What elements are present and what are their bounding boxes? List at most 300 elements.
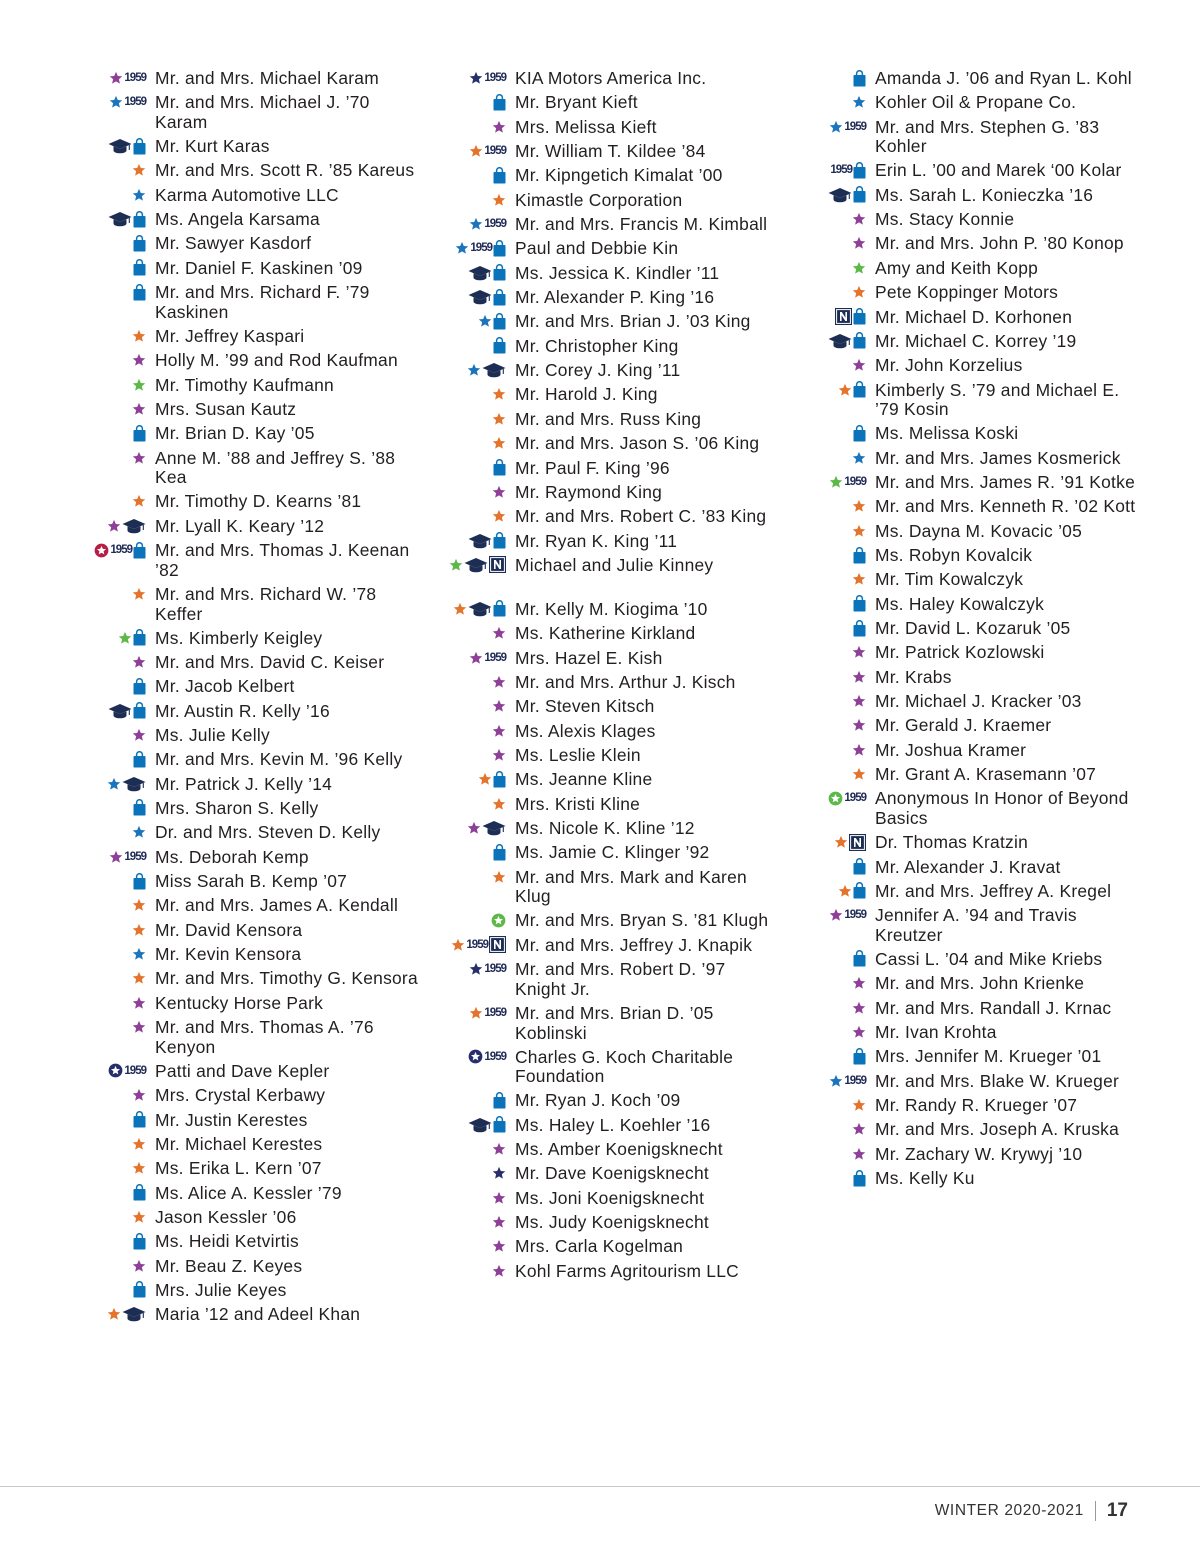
purple-star-icon (132, 1088, 146, 1102)
donor-icons (448, 359, 506, 381)
blue-star-icon (829, 1074, 843, 1088)
blue-star-icon (852, 95, 866, 109)
donor-icons (448, 189, 506, 211)
circle-star-green-icon (491, 913, 506, 928)
graduation-cap-icon (468, 533, 492, 549)
year-1959-icon: 1959 (484, 651, 506, 664)
purple-star-icon (107, 519, 121, 533)
donor-icons (808, 1045, 866, 1067)
donor-entry (88, 490, 418, 512)
year-1959-icon: 1959 (484, 1050, 506, 1063)
donor-icons (88, 700, 146, 722)
donor-entry (448, 457, 778, 479)
donor-name: Mr. Dave Koenigsknecht (515, 1163, 709, 1184)
donor-icons (88, 919, 146, 941)
donor-entry (88, 943, 418, 965)
donor-entry (808, 1118, 1138, 1140)
donor-name: Mr. and Mrs. Richard W. ’78 Keffer (155, 583, 377, 624)
donor-entry (88, 1016, 418, 1057)
donor-name: Ms. Melissa Koski (875, 423, 1019, 444)
donor-entry (448, 505, 778, 527)
donor-icons (808, 568, 866, 590)
year-1959-icon: 1959 (124, 850, 146, 863)
donor-icons (88, 1016, 146, 1038)
donor-name: Ms. Robyn Kovalcik (875, 545, 1033, 565)
donor-icons (88, 773, 146, 795)
donor-icons (808, 972, 866, 994)
donor-name: Mr. and Mrs. Thomas A. ’76 Kenyon (155, 1017, 374, 1057)
donor-entry (448, 213, 778, 235)
donor-name: Mrs. Jennifer M. Krueger ’01 (875, 1046, 1102, 1067)
donor-icons (88, 967, 146, 989)
donor-name: Mr. Alexander P. King ’16 (515, 287, 715, 308)
donor-icons (88, 797, 146, 819)
donor-name: Mrs. Hazel E. Kish (515, 647, 663, 668)
footer-separator (1095, 1501, 1096, 1521)
shopping-bag-icon (493, 1116, 506, 1133)
donor-entry (88, 349, 418, 371)
donor-entry (808, 690, 1138, 712)
donor-name: Ms. Jamie C. Klinger ’92 (515, 842, 710, 863)
donor-name: Kohl Farms Agritourism LLC (515, 1260, 739, 1281)
donor-entry (88, 700, 418, 722)
donor-icons (448, 1114, 506, 1136)
donor-entry (808, 1094, 1138, 1116)
year-1959-icon: 1959 (470, 242, 492, 255)
donor-entry (88, 91, 418, 132)
year-1959-icon: 1959 (844, 1074, 866, 1087)
donor-name: Miss Sarah B. Kemp ’07 (155, 871, 348, 891)
donor-name: Mr. David Kensora (155, 919, 303, 940)
donor-icons (448, 310, 506, 332)
donor-entry (808, 67, 1138, 89)
donor-icons (448, 67, 506, 89)
donor-column-1 (88, 67, 418, 1328)
donor-entry (88, 797, 418, 819)
donor-entry (808, 1045, 1138, 1067)
donor-name: Mrs. Melissa Kieft (515, 116, 657, 137)
donor-name: Mr. and Mrs. Timothy G. Kensora (155, 968, 418, 989)
donor-entry (808, 948, 1138, 970)
donor-name: Mr. Patrick Kozlowski (875, 642, 1045, 663)
donor-icons (808, 787, 866, 809)
orange-star-icon (852, 524, 866, 538)
purple-star-icon (852, 1025, 866, 1039)
donor-name: Mrs. Sharon S. Kelly (155, 797, 319, 818)
donor-entry (808, 91, 1138, 113)
donor-entry (808, 495, 1138, 517)
donor-icons (808, 1070, 866, 1092)
shopping-bag-icon (133, 211, 146, 228)
donor-name: Mr. and Mrs. Russ King (515, 408, 702, 429)
donor-entry (448, 116, 778, 138)
graduation-cap-icon (828, 187, 852, 203)
donor-entry (88, 1109, 418, 1131)
donor-icons (808, 763, 866, 785)
orange-star-icon (478, 772, 492, 786)
donor-name: Mr. Timothy D. Kearns ’81 (155, 491, 362, 512)
donor-icons (808, 948, 866, 970)
blue-star-icon (478, 314, 492, 328)
donor-name: Mr. Jeffrey Kaspari (155, 325, 305, 346)
donor-entry (808, 593, 1138, 615)
donor-entry (88, 870, 418, 892)
donor-entry (808, 1070, 1138, 1092)
donor-name: Dr. and Mrs. Steven D. Kelly (155, 822, 381, 843)
donor-name: Mr. Bryant Kieft (515, 92, 638, 113)
blue-star-icon (107, 777, 121, 791)
donor-icons (448, 237, 506, 259)
donor-icons (808, 281, 866, 303)
donor-entry (448, 958, 778, 999)
donor-entry (448, 671, 778, 693)
orange-star-icon (453, 602, 467, 616)
donor-entry (808, 831, 1138, 853)
shopping-bag-icon (493, 771, 506, 788)
purple-star-icon (132, 996, 146, 1010)
donor-entry (808, 471, 1138, 493)
purple-star-icon (492, 1142, 506, 1156)
donor-name: Jason Kessler ’06 (155, 1206, 297, 1227)
green-star-icon (829, 475, 843, 489)
donor-name: Mrs. Crystal Kerbawy (155, 1085, 326, 1106)
donor-entry (448, 140, 778, 162)
donor-name: Anne M. ’88 and Jeffrey S. ’88 Kea (155, 447, 396, 488)
donor-icons (88, 675, 146, 697)
graduation-cap-icon (468, 289, 492, 305)
donor-name: KIA Motors America Inc. (515, 68, 707, 88)
donor-entry (448, 164, 778, 186)
donor-icons (808, 232, 866, 254)
donor-entry (88, 724, 418, 746)
purple-star-icon (852, 645, 866, 659)
donor-name: Michael and Julie Kinney (515, 554, 714, 575)
donor-name: Kimastle Corporation (515, 189, 683, 210)
donor-icons (808, 880, 866, 902)
shopping-bag-icon (493, 94, 506, 111)
donor-icons (88, 398, 146, 420)
donor-entry (448, 695, 778, 717)
donor-icons (88, 1133, 146, 1155)
donor-icons (448, 91, 506, 113)
donor-name: Ms. Stacy Konnie (875, 209, 1015, 230)
donor-entry (448, 817, 778, 839)
donor-icons (88, 992, 146, 1014)
donor-name: Mr. and Mrs. Blake W. Krueger (875, 1070, 1120, 1091)
purple-star-icon (469, 651, 483, 665)
year-1959-icon: 1959 (484, 72, 506, 84)
donor-entry (808, 281, 1138, 303)
donor-icons (808, 641, 866, 663)
donor-name: Kentucky Horse Park (155, 992, 324, 1013)
orange-star-icon (469, 1006, 483, 1020)
shopping-bag-icon (133, 425, 146, 442)
donor-icons (88, 1255, 146, 1277)
donor-name: Cassi L. ’04 and Mike Kriebs (875, 948, 1103, 969)
donor-name: Mr. Raymond King (515, 481, 663, 502)
purple-star-icon (109, 850, 123, 864)
donor-entry (808, 208, 1138, 230)
purple-star-icon (132, 353, 146, 367)
orange-star-icon (492, 387, 506, 401)
donor-entry (88, 281, 418, 322)
blue-star-icon (829, 120, 843, 134)
donor-name: Mr. and Mrs. James R. ’91 Kotke (875, 471, 1135, 492)
donor-entry (808, 379, 1138, 420)
shopping-bag-icon (853, 308, 866, 325)
donor-entry (448, 408, 778, 430)
donor-name: Mr. and Mrs. Richard F. ’79 Kaskinen (155, 282, 370, 322)
donor-name: Mr. and Mrs. Bryan S. ’81 Klugh (515, 910, 769, 931)
donor-entry (88, 894, 418, 916)
donor-icons (88, 583, 146, 605)
donor-entry (808, 184, 1138, 206)
year-1959-icon: 1959 (124, 1064, 146, 1077)
donor-icons (88, 184, 146, 206)
donor-entry (808, 739, 1138, 761)
donor-icons (88, 422, 146, 444)
donor-icons (448, 622, 506, 644)
donor-name: Mr. Joshua Kramer (875, 739, 1027, 760)
orange-star-icon (132, 1137, 146, 1151)
donor-entry (808, 520, 1138, 542)
purple-star-icon (852, 1001, 866, 1015)
blue-star-icon (132, 825, 146, 839)
donor-entry (88, 1133, 418, 1155)
donor-name: Mr. and Mrs. Stephen G. ’83 Kohler (875, 116, 1100, 157)
orange-star-icon (492, 412, 506, 426)
purple-star-icon (492, 675, 506, 689)
donor-name: Mr. and Mrs. David C. Keiser (155, 651, 385, 672)
orange-star-icon (492, 870, 506, 884)
donor-name: Mr. Kurt Karas (155, 136, 270, 157)
orange-star-icon (132, 923, 146, 937)
navy-star-icon (469, 962, 483, 976)
donor-name: Mr. Kevin Kensora (155, 944, 302, 965)
graduation-cap-icon (464, 557, 488, 573)
shopping-bag-icon (493, 337, 506, 354)
blue-star-icon (852, 451, 866, 465)
donor-entry (448, 720, 778, 742)
year-1959-icon: 1959 (844, 475, 866, 488)
donor-name: Ms. Nicole K. Kline ’12 (515, 817, 695, 838)
donor-name: Mr. Timothy Kaufmann (155, 374, 334, 395)
donor-icons (808, 330, 866, 352)
donor-name: Mr. and Mrs. Thomas J. Keenan ’82 (155, 540, 410, 580)
graduation-cap-icon (122, 776, 146, 792)
donor-icons (808, 1143, 866, 1165)
donor-icons (88, 281, 146, 303)
orange-star-icon (852, 1098, 866, 1112)
donor-entry (448, 530, 778, 552)
orange-star-icon (132, 329, 146, 343)
page-footer (935, 1500, 1128, 1522)
donor-icons (448, 1002, 506, 1024)
donor-entry (88, 1206, 418, 1228)
donor-entry (448, 335, 778, 357)
graduation-cap-icon (108, 211, 132, 227)
year-1959-icon: 1959 (484, 1006, 506, 1019)
donor-name: Mr. Justin Kerestes (155, 1109, 308, 1130)
donor-entry (448, 793, 778, 815)
donor-name: Mr. Lyall K. Keary ’12 (155, 515, 325, 536)
donor-icons (88, 232, 146, 254)
donor-name: Mr. Ryan K. King ’11 (515, 530, 678, 551)
donor-name: Karma Automotive LLC (155, 184, 339, 205)
orange-star-icon (834, 835, 848, 849)
donor-icons (448, 720, 506, 742)
donor-icons (808, 422, 866, 444)
donor-entry (88, 651, 418, 673)
shopping-bag-icon (133, 1111, 146, 1128)
n-badge-icon (489, 936, 506, 953)
purple-star-icon (852, 358, 866, 372)
year-1959-icon: 1959 (466, 938, 488, 951)
circle-star-green-icon (828, 791, 843, 806)
donor-icons (808, 159, 866, 181)
donor-icons (448, 1260, 506, 1282)
donor-entry (808, 617, 1138, 639)
year-1959-icon: 1959 (484, 218, 506, 231)
donor-icons (88, 1206, 146, 1228)
donor-icons (448, 554, 506, 576)
donor-icons (448, 1187, 506, 1209)
donor-entry (88, 257, 418, 279)
year-1959-icon: 1959 (844, 909, 866, 922)
donor-name: Paul and Debbie Kin (515, 238, 679, 259)
donor-name: Mr. Steven Kitsch (515, 696, 655, 717)
footer-divider (0, 1486, 1200, 1487)
donor-name: Maria ’12 and Adeel Khan (155, 1304, 361, 1325)
donor-entry (808, 447, 1138, 469)
donor-name: Ms. Jeanne Kline (515, 769, 653, 790)
donor-name: Mr. Ryan J. Koch ’09 (515, 1090, 681, 1111)
year-1959-icon: 1959 (484, 963, 506, 976)
donor-entry (88, 184, 418, 206)
donor-name: Ms. Sarah L. Konieczka ’16 (875, 184, 1094, 205)
donor-name: Mr. Tim Kowalczyk (875, 569, 1024, 590)
issue-label: WINTER 2020-2021 (934, 1502, 1084, 1519)
navy-star-icon (492, 1166, 506, 1180)
shopping-bag-icon (853, 882, 866, 899)
graduation-cap-icon (828, 333, 852, 349)
donor-name: Ms. Haley Kowalczyk (875, 593, 1045, 614)
donor-icons (88, 349, 146, 371)
blue-star-icon (467, 363, 481, 377)
donor-icons (808, 495, 866, 517)
donor-entry (88, 846, 418, 868)
donor-entry (448, 1260, 778, 1282)
donor-icons (448, 1211, 506, 1233)
donor-name: Mr. and Mrs. John P. ’80 Konop (875, 233, 1124, 254)
donor-icons (808, 593, 866, 615)
donor-name: Mr. and Mrs. Joseph A. Kruska (875, 1119, 1120, 1140)
donor-entry (88, 398, 418, 420)
donor-entry (808, 763, 1138, 785)
donor-entry (88, 447, 418, 488)
shopping-bag-icon (853, 186, 866, 203)
donor-name: Mr. and Mrs. Scott R. ’85 Kareus (155, 160, 415, 181)
donor-entry (88, 325, 418, 347)
donor-icons (88, 1084, 146, 1106)
donor-icons (88, 135, 146, 157)
donor-icons (448, 866, 506, 888)
purple-star-icon (132, 728, 146, 742)
donor-name: Mr. Harold J. King (515, 384, 658, 405)
donor-entry (448, 383, 778, 405)
donor-icons (808, 1094, 866, 1116)
donor-name: Mr. and Mrs. Jason S. ’06 King (515, 433, 760, 454)
donor-icons (448, 164, 506, 186)
donor-entry (88, 422, 418, 444)
purple-star-icon (492, 626, 506, 640)
donor-name: Ms. Kimberly Keigley (155, 627, 323, 648)
shopping-bag-icon (493, 289, 506, 306)
donor-icons (448, 457, 506, 479)
shopping-bag-icon (133, 1184, 146, 1201)
donor-name: Mr. Michael J. Kracker ’03 (875, 691, 1082, 712)
shopping-bag-icon (853, 547, 866, 564)
orange-star-icon (838, 884, 852, 898)
donor-icons (88, 374, 146, 396)
year-1959-icon: 1959 (124, 96, 146, 109)
year-1959-icon: 1959 (124, 72, 146, 84)
donor-icons (88, 870, 146, 892)
donor-name: Kohler Oil & Propane Co. (875, 92, 1077, 113)
donor-icons (448, 671, 506, 693)
purple-star-icon (852, 976, 866, 990)
donor-entry (88, 675, 418, 697)
donor-entry (448, 1046, 778, 1087)
donor-entry (448, 189, 778, 211)
donor-icons (448, 1138, 506, 1160)
shopping-bag-icon (133, 702, 146, 719)
donor-icons (88, 159, 146, 181)
donor-entry (88, 1084, 418, 1106)
donor-name: Mr. and Mrs. James A. Kendall (155, 895, 399, 916)
donor-name: Mr. Grant A. Krasemann ’07 (875, 764, 1097, 785)
graduation-cap-icon (122, 1306, 146, 1322)
donor-entry (448, 744, 778, 766)
donor-name: Mr. Krabs (875, 666, 952, 687)
donor-icons (448, 817, 506, 839)
year-1959-icon: 1959 (484, 145, 506, 158)
donor-entry (808, 787, 1138, 828)
shopping-bag-icon (133, 799, 146, 816)
donor-icons (88, 627, 146, 649)
shopping-bag-icon (853, 595, 866, 612)
shopping-bag-icon (133, 678, 146, 695)
circle-star-red-icon (94, 543, 109, 558)
orange-star-icon (492, 797, 506, 811)
donor-entry (88, 748, 418, 770)
donor-icons (448, 335, 506, 357)
donor-name: Mr. and Mrs. Francis M. Kimball (515, 214, 768, 235)
donor-name: Mr. Corey J. King ’11 (515, 360, 681, 381)
donor-name: Amy and Keith Kopp (875, 257, 1039, 278)
donor-name: Ms. Erika L. Kern ’07 (155, 1158, 322, 1179)
shopping-bag-icon (853, 162, 866, 179)
donor-icons (88, 208, 146, 230)
shopping-bag-icon (493, 167, 506, 184)
donor-entry (88, 159, 418, 181)
green-star-icon (118, 631, 132, 645)
donor-name: Mr. and Mrs. Mark and Karen Klug (515, 866, 747, 907)
donor-entry (808, 544, 1138, 566)
donor-entry (88, 135, 418, 157)
orange-star-icon (132, 898, 146, 912)
donor-entry (88, 1157, 418, 1179)
